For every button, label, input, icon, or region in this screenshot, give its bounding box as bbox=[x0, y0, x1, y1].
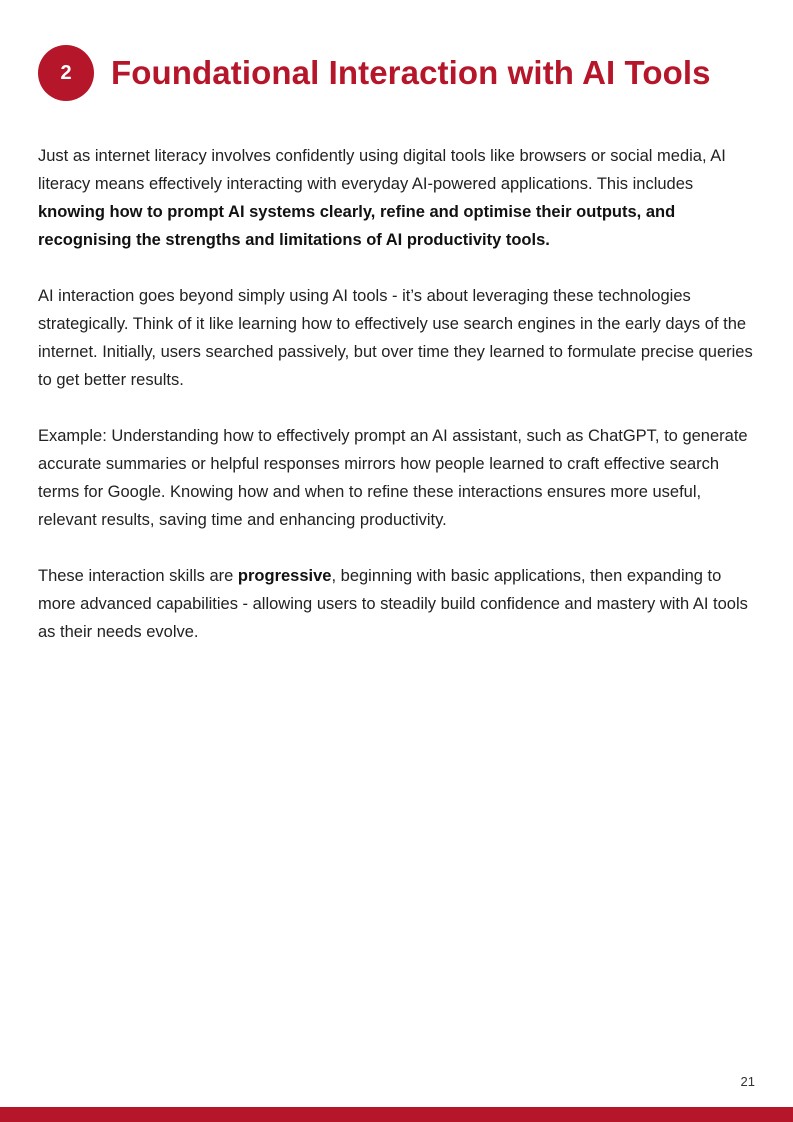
page-title: Foundational Interaction with AI Tools bbox=[111, 54, 711, 91]
paragraph-intro-emphasis: knowing how to prompt AI systems clearly, refine and optimise their outputs, and recognising the strengths and limitations of AI productivity tools. bbox=[38, 203, 676, 249]
page-number: 21 bbox=[740, 1074, 755, 1089]
body-content bbox=[38, 142, 760, 674]
paragraph-progressive-tail: , beginning with basic applications, then expanding to more advanced capabilities - allowing users to steadily build confidence and mastery with AI tools as their needs evolve. bbox=[38, 567, 748, 641]
section-header bbox=[38, 45, 711, 101]
footer-accent-bar bbox=[0, 1107, 793, 1122]
paragraph-ai-interaction: AI interaction goes beyond simply using AI tools - it’s about leveraging these technologies strategically. Think of it like learning how to effectively use search engines in the early days of the internet. Initially, users searched passively, but over time they learned to formulate precise queries to get better results. bbox=[38, 287, 753, 389]
paragraph-progressive bbox=[38, 562, 760, 646]
paragraph-example: Example: Understanding how to effectively prompt an AI assistant, such as ChatGPT, to generate accurate summaries or helpful responses mirrors how people learned to craft effective search terms for Google. Knowing how and when to refine these interactions ensures more useful, relevant results, saving time and enhancing productivity. bbox=[38, 427, 748, 529]
paragraph-intro bbox=[38, 142, 760, 254]
section-number-badge bbox=[38, 45, 94, 101]
paragraph-intro-text: Just as internet literacy involves confidently using digital tools like browsers or social media, AI literacy means effectively interacting with everyday AI-powered applications. This includes bbox=[38, 147, 726, 193]
paragraph-progressive-emphasis: progressive bbox=[237, 567, 332, 585]
paragraph-progressive-text: These interaction skills are bbox=[38, 567, 238, 585]
section-number: 2 bbox=[60, 61, 72, 84]
